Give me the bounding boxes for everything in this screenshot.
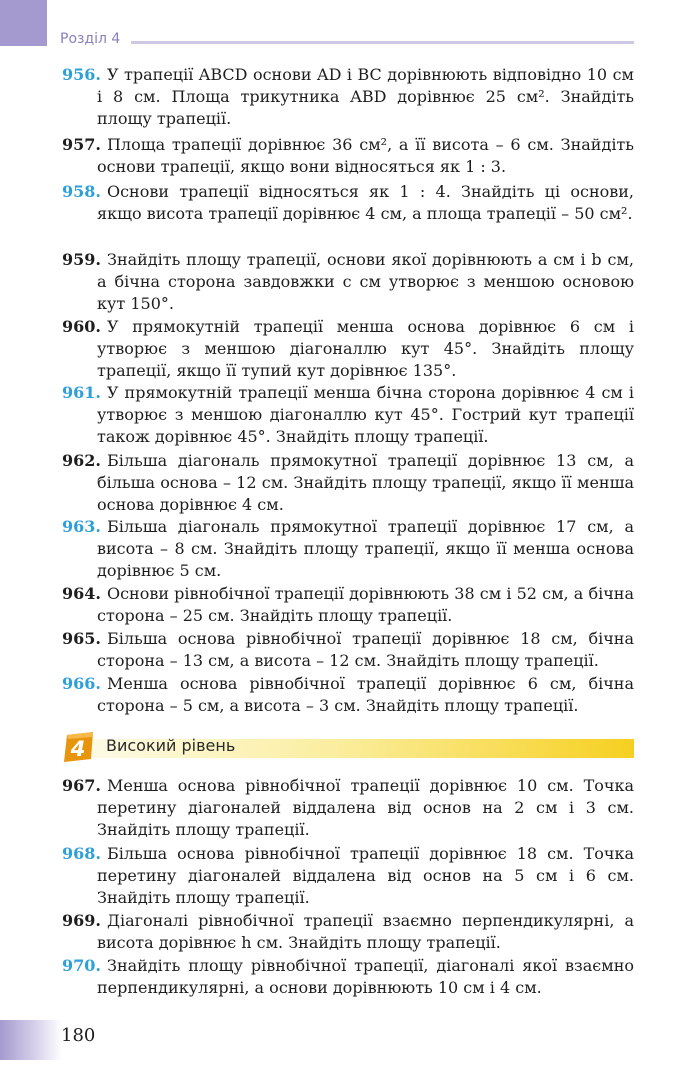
exercise-number: 958. [62,182,101,201]
exercise-965 [62,628,634,672]
exercise-number: 970. [62,956,101,975]
exercise-964 [62,583,634,627]
exercise-958 [62,181,634,225]
exercise-text: Знайдіть площу рівнобічної трапеції, діагоналі якої взаємно перпендикулярні, а основи дорівнюють 10 см і 4 см. [97,956,634,997]
exercise-number: 962. [62,451,101,470]
exercise-text: Більша основа рівнобічної трапеції дорівнює 18 см, бічна сторона – 13 см, а висота – 12 см. Знайдіть площу трапеції. [97,629,634,670]
exercise-957 [62,134,634,178]
exercise-text: Більша основа рівнобічної трапеції дорівнює 18 см. Точка перетину діагоналей віддалена від основ на 5 см і 6 см. Знайдіть площу трапеції. [97,844,634,907]
exercise-text: Менша основа рівнобічної трапеції дорівнює 6 см, бічна сторона – 5 см, а висота – 3 см. Знайдіть площу трапеції. [97,674,634,715]
footer-tab [0,1020,62,1060]
exercise-number: 965. [62,629,101,648]
exercise-number: 963. [62,517,101,536]
exercise-text: Основи трапеції відносяться як 1 : 4. Знайдіть ці основи, якщо висота трапеції дорівнює 4 см, а площа трапеції – 50 см². [97,182,634,223]
exercise-number: 956. [62,65,101,84]
exercise-number: 968. [62,844,101,863]
level-badge-icon [62,731,94,763]
exercise-number: 969. [62,911,101,930]
exercise-number: 961. [62,383,101,402]
exercise-number: 960. [62,317,101,336]
exercise-number: 967. [62,776,101,795]
exercise-text: Менша основа рівнобічної трапеції дорівнює 10 см. Точка перетину діагоналей віддалена від основ на 2 см і 3 см. Знайдіть площу трапеції. [97,776,634,839]
level-banner [62,731,634,763]
exercise-970 [62,955,634,999]
exercise-963 [62,516,634,581]
level-badge-number: 4 [70,737,86,761]
section-label: Розділ 4 [60,31,121,47]
exercise-text: Більша діагональ прямокутної трапеції дорівнює 13 см, а більша основа – 12 см. Знайдіть площу трапеції, якщо її менша основа дорівнює 4 см. [97,451,634,514]
exercise-967 [62,775,634,840]
exercise-text: Знайдіть площу трапеції, основи якої дорівнюють a см і b см, а бічна сторона завдовжки c см утворює з меншою основою кут 150°. [97,250,634,313]
exercise-966 [62,673,634,717]
exercise-968 [62,843,634,908]
exercise-number: 957. [62,135,101,154]
exercise-956 [62,64,634,129]
header-rule [131,41,634,44]
exercise-text: У трапеції ABCD основи AD і BC дорівнюють відповідно 10 см і 8 см. Площа трикутника ABD дорівнює 25 см². Знайдіть площу трапеції. [97,65,634,128]
exercise-text: У прямокутній трапеції менша основа дорівнює 6 см і утворює з меншою діагоналлю кут 45°. Знайдіть площу трапеції, якщо її тупий кут дорівнює 135°. [97,317,634,380]
exercise-text: Діагоналі рівнобічної трапеції взаємно перпендикулярні, а висота дорівнює h см. Знайдіть площу трапеції. [97,911,634,952]
exercise-number: 959. [62,250,101,269]
exercise-959 [62,249,634,314]
level-title: Високий рівень [106,736,236,755]
corner-tab [0,0,47,46]
page-number: 180 [61,1025,96,1046]
exercise-960 [62,316,634,381]
exercise-969 [62,910,634,954]
exercise-text: Більша діагональ прямокутної трапеції дорівнює 17 см, а висота – 8 см. Знайдіть площу трапеції, якщо її менша основа дорівнює 5 см. [97,517,634,580]
exercise-text: Основи рівнобічної трапеції дорівнюють 38 см і 52 см, а бічна сторона – 25 см. Знайдіть площу трапеції. [97,584,634,625]
exercise-962 [62,450,634,515]
exercise-number: 964. [62,584,101,603]
exercise-text: Площа трапеції дорівнює 36 см², а її висота – 6 см. Знайдіть основи трапеції, якщо вони відносяться як 1 : 3. [97,135,634,176]
exercise-961 [62,382,634,447]
exercise-number: 966. [62,674,101,693]
exercise-text: У прямокутній трапеції менша бічна сторона дорівнює 4 см і утворює з меншою діагоналлю кут 45°. Гострий кут трапеції також дорівнює 45°. Знайдіть площу трапеції. [97,383,634,446]
